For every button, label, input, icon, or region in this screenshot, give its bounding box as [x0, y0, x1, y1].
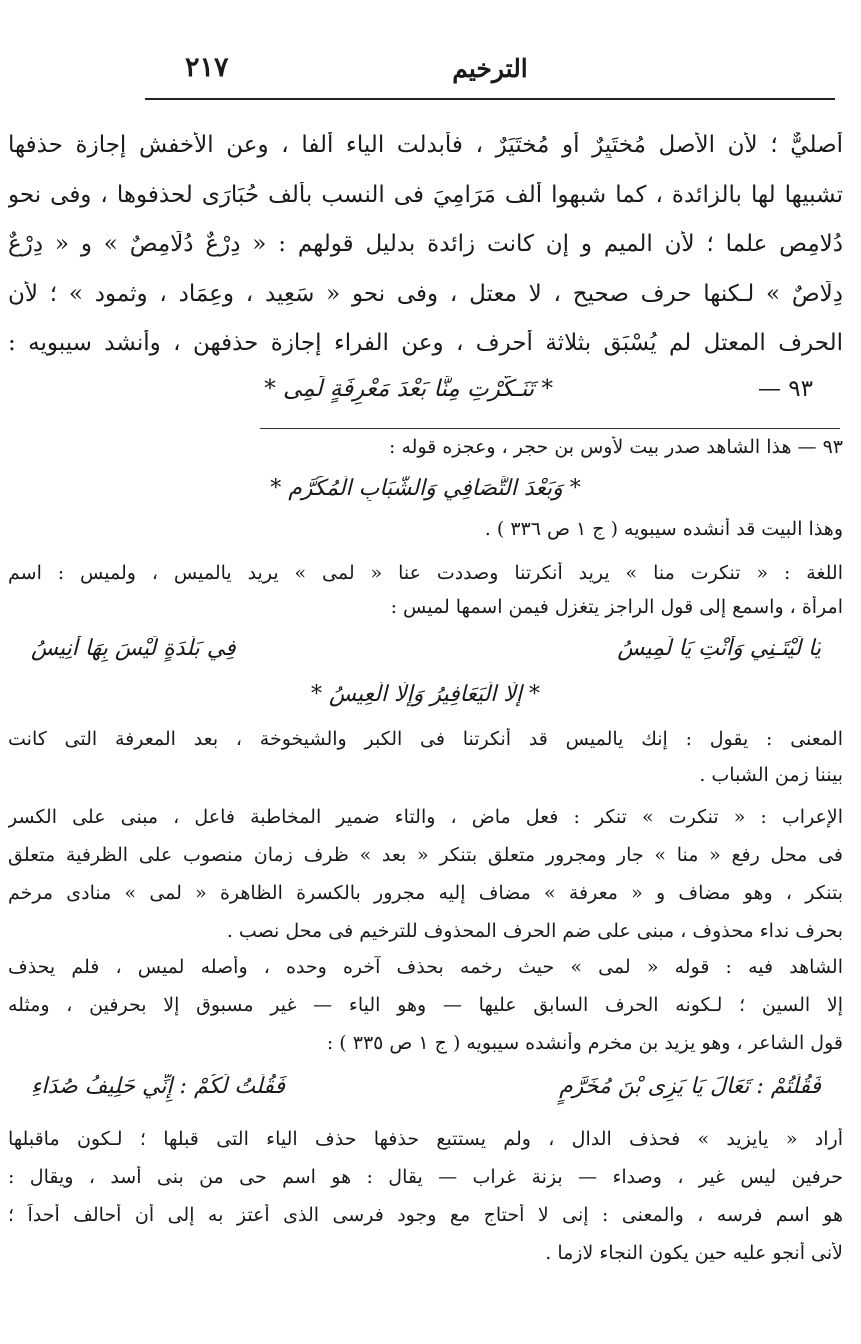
- cited-verse: [31, 1074, 821, 1110]
- footnote-line: لأنى أنجو عليه حين يكون النجاء لازما .: [545, 1242, 843, 1264]
- footnote-line: اللغة : « تنكرت منا » يريد أنكرتنا وصددت عنا « لمى » يريد يالميس ، ولميس : اسم: [8, 562, 843, 584]
- hemistich: فَقُلْتُ لَكُمْ : إِنِّي حَلِيفُ صُدَاءِ: [31, 1074, 285, 1099]
- footnote-line: بيننا زمن الشباب .: [699, 764, 843, 786]
- footnote-line: الإعراب : « تنكرت » تنكر : فعل ماض ، والتاء ضمير المخاطبة فاعل ، مبنى على الكسر: [8, 806, 843, 828]
- footnote-line: وهذا البيت قد أنشده سيبويه ( ج ١ ص ٣٣٦ ) .: [484, 518, 843, 540]
- footnote-line: حرفين ليس غير ، وصداء — بزنة غراب — يقال : هو اسم حى من بنى أسد ، ويقال :: [8, 1166, 843, 1188]
- footnote-line: فى محل رفع « منا » جار ومجرور متعلق بتنكر « بعد » ظرف زمان منصوب على الظرفية متعلق: [8, 844, 843, 866]
- footnote-line: بتنكر ، وهو مضاف و « معرفة » مضاف إليه مجرور بالكسرة الظاهرة « لمى » منادى مرخم: [8, 882, 843, 904]
- hemistich: يَا لَيْتَـنِي وَأَنْتِ يَا لَمِيسُ: [617, 636, 821, 661]
- main-text-line: تشبيها لها بالزائدة ، كما شبهوا ألف مَرَامِيَ فى النسب بألف حُبَارَى لحذفوها ، وفى نحو: [8, 182, 843, 208]
- hemistich: فِي بَلْدَةٍ لَيْسَ بِهَا أَنِيسُ: [31, 636, 236, 661]
- verse-number: ٩٣ —: [757, 376, 813, 402]
- footnote-line: ٩٣ — هذا الشاهد صدر بيت لأوس بن حجر ، وعجزه قوله :: [389, 436, 843, 458]
- footnote-line: إلا السين ؛ لـكونه الحرف السابق عليها — وهو الياء — غير مسبوق إلا بحرفين ، ومثله: [8, 994, 843, 1016]
- page-header: [145, 52, 835, 100]
- footnote-line: أراد « يايزيد » فحذف الدال ، ولم يستتبع حذفها حذف الياء التى قبلها ؛ لـكون ماقبلها: [8, 1128, 843, 1150]
- main-text-line: دُلامِص علما ؛ لأن الميم و إن كانت زائدة بدليل قولهم : « دِرْعٌ دُلَامِصٌ » و « دِرْعٌ: [8, 231, 843, 257]
- footnote-line: بحرف نداء محذوف ، مبنى على ضم الحرف المحذوف للترخيم فى محل نصب .: [226, 920, 843, 942]
- main-text-line: دِلَاصٌ » لـكنها حرف صحيح ، لا معتل ، وفى نحو « سَعِيد ، وعِمَاد ، وثمود » ؛ لأن: [8, 281, 843, 307]
- footnote-divider: [260, 428, 840, 429]
- chapter-title: الترخيم: [452, 54, 528, 83]
- main-text-line: أصليٌّ ؛ لأن الأصل مُختَيِرٌ أو مُختَيَرٌ ، فأبدلت الياء ألفا ، وعن الأخفش إجازة حذفها: [8, 132, 843, 158]
- footnote-verse: * وَبَعْدَ التَّصَافِي وَالشَّبَابِ الْمُكَرَّمِ *: [270, 476, 581, 501]
- main-text-line: الحرف المعتل لم يُسْبَق بثلاثة أحرف ، وعن الفراء إجازة حذفهن ، وأنشد سيبويه :: [8, 330, 843, 356]
- verse-text: * تَنَـكَّرْتِ مِنَّا بَعْدَ مَعْرِفَةٍ لَمِى *: [264, 376, 553, 402]
- page-number: ٢١٧: [185, 52, 229, 83]
- rajaz-verse: [31, 636, 821, 672]
- rajaz-closing: * إِلَّا الْيَعَافِيرُ وَإِلَّا الْعِيسُ *: [310, 682, 541, 707]
- footnote-line: الشاهد فيه : قوله « لمى » حيث رخمه بحذف آخره وحده ، وأصله لميس ، فلم يحذف: [8, 956, 843, 978]
- hemistich: فَقُلْتُمْ : تَعَالَ يَا يَزِى بْنَ مُخَرَّمٍ: [559, 1074, 821, 1099]
- footnote-line: امرأة ، واسمع إلى قول الراجز يتغزل فيمن اسمها لميس :: [390, 596, 843, 618]
- footnote-line: هو اسم فرسه ، والمعنى : إنى لا أحتاج مع وجود فرسى الذى أعتز به إلى أن أحالف أحداً ؛: [8, 1204, 843, 1226]
- footnote-line: المعنى : يقول : إنك يالميس قد أنكرتنا فى الكبر والشيخوخة ، بعد المعرفة التى كانت: [8, 728, 843, 750]
- footnote-line: قول الشاعر ، وهو يزيد بن مخرم وأنشده سيبويه ( ج ١ ص ٣٣٥ ) :: [326, 1032, 843, 1054]
- main-verse: [113, 376, 813, 416]
